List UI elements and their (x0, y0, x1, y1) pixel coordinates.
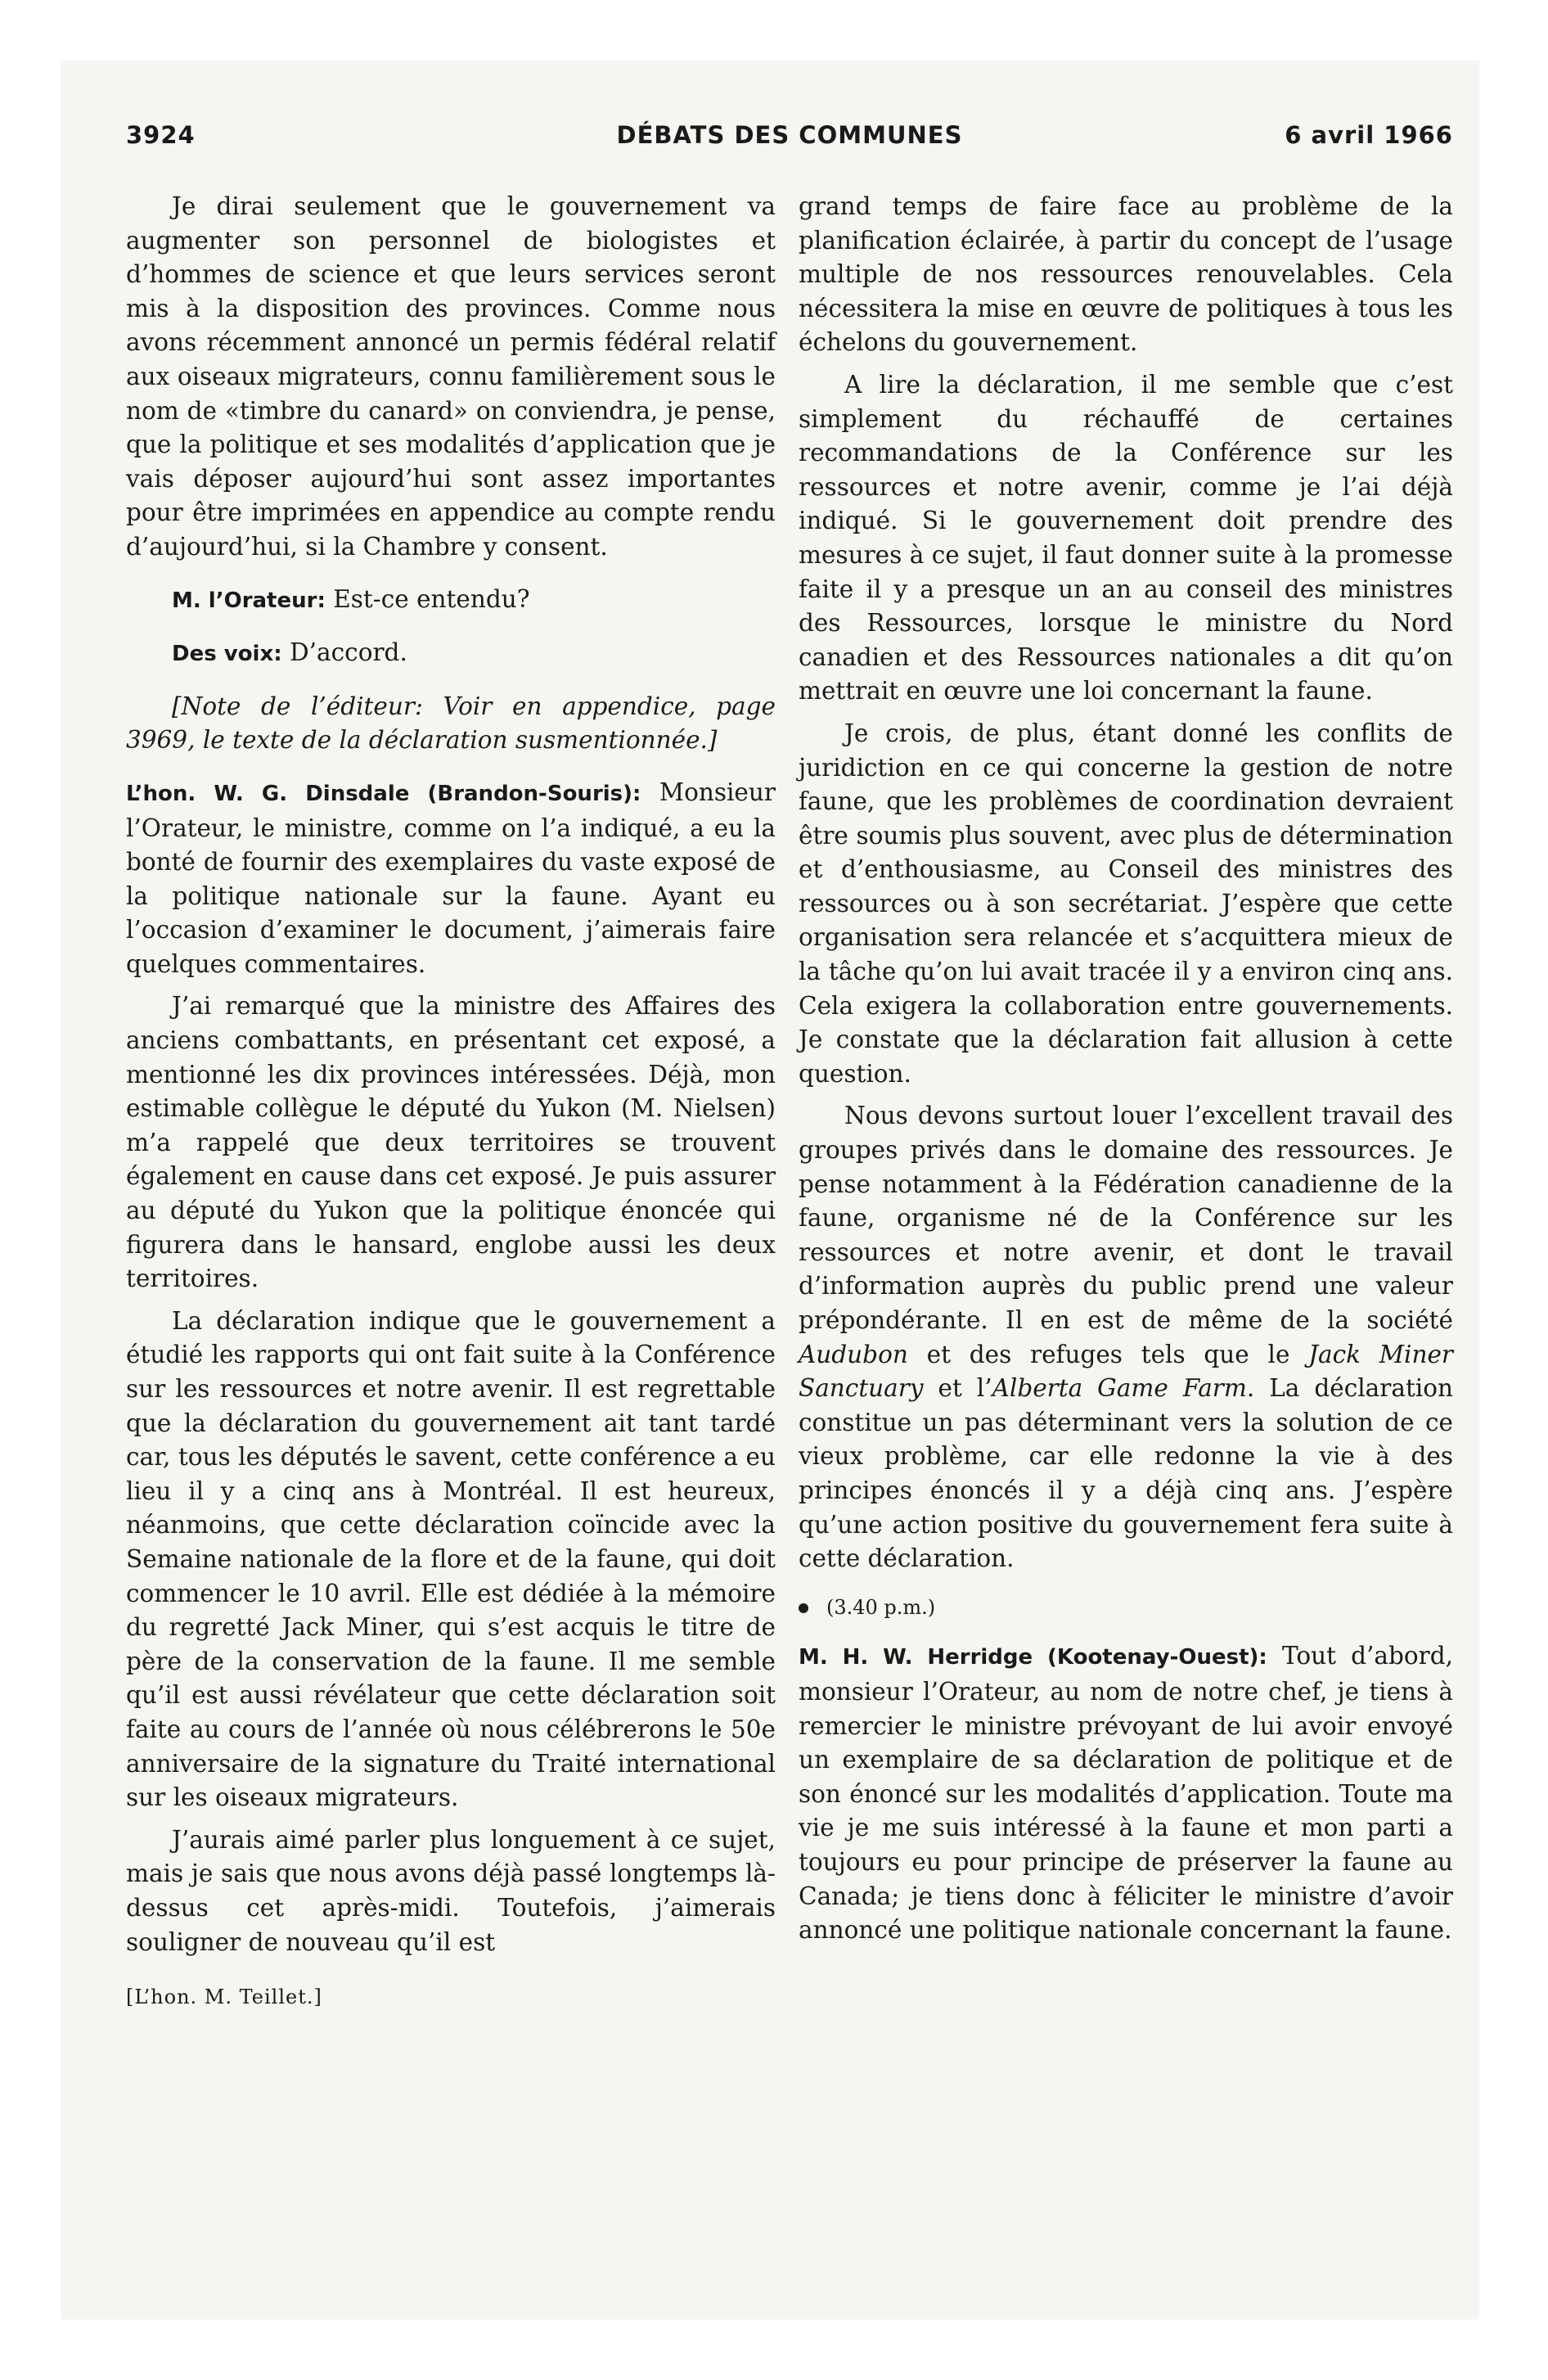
speech-text: Tout d’abord, monsieur l’Orateur, au nom de notre chef, je tiens à remercier le ministre prévoyant de lui avoir envoyé un exemplaire de sa déclaration de politique et de son énoncé sur les modalités d’application. Toute ma vie je me suis intéressé à la faune et mon parti a toujours eu pour principe de préserver la faune au Canada; je tiens donc à féliciter le ministre d’avoir annoncé une politique nationale concernant la faune. (799, 1642, 1453, 1945)
paragraph: La déclaration indique que le gouvernement a étudié les rapports qui ont fait suite à la Conférence sur les ressources et notre avenir. Il est regrettable que la déclaration du gouvernement ait tant tardé car, tous les députés le savent, cette conférence a eu lieu il y a cinq ans à Montréal. Il est heureux, néanmoins, que cette déclaration coïncide avec la Semaine nationale de la flore et de la faune, qui doit commencer le 10 avril. Elle est dédiée à la mémoire du regretté Jack Miner, qui s’est acquis le titre de père de la conservation de la faune. Il me semble qu’il est aussi révélateur que cette déclaration soit faite au cours de l’année où nous célébrerons le 50e anniversaire de la signature du Traité international sur les oiseaux migrateurs. (126, 1306, 776, 1812)
paragraph: grand temps de faire face au problème de la planification éclairée, à partir du concept de l’usage multiple de nos ressources renouvelables. Cela nécessitera la mise en œuvre de politiques à tous les échelons du gouvernement. (799, 192, 1453, 357)
text-run: . La déclaration constitue un pas déterminant vers la solution de ce vieux problème, car elle redonne la vie à des principes énoncés il y a déjà cinq ans. J’espère qu’une action positive du gouvernement fera suite à cette déclaration. (799, 1374, 1453, 1573)
text-run-italic: Jack Miner Sanctuary (799, 1340, 1453, 1403)
paragraph (799, 1099, 1453, 1575)
text-run-italic: Audubon (799, 1340, 908, 1368)
time-text: (3.40 p.m.) (826, 1595, 936, 1619)
paragraph: J’aurais aimé parler plus longuement à ce sujet, mais je sais que nous avons déjà passé longtemps là-dessus cet après-midi. Toutefois, j’aimerais souligner de nouveau qu’il est (126, 1825, 776, 1956)
text-run: et des refuges tels que le (907, 1340, 1309, 1368)
left-column (126, 190, 776, 2023)
text-run: et l’ (923, 1374, 992, 1403)
paragraph: Je crois, de plus, étant donné les conflits de juridiction en ce qui concerne la gestion de notre faune, que les problèmes de coordination devraient être soumis plus souvent, avec plus de détermination et d’enthousiasme, au Conseil des ministres des ressources ou à son secrétariat. J’espère que cette organisation sera relancée et s’acquittera mieux de la tâche qu’on lui avait tracée il y a environ cinq ans. Cela exigera la collaboration entre gouvernements. Je constate que la déclaration fait allusion à cette question. (799, 719, 1453, 1088)
speech-text: Est-ce entendu? (333, 584, 530, 613)
running-header (126, 121, 1453, 162)
speech-orateur (126, 583, 776, 619)
page-number: 3924 (126, 121, 196, 149)
speaker-name: M. H. W. Herridge (Kootenay-Ouest): (799, 1645, 1267, 1670)
speaker-name: M. l’Orateur: (172, 588, 326, 613)
paragraph: Je dirai seulement que le gouvernement va augmenter son personnel de biologistes et d’hommes de science et que leurs services seront mis à la disposition des provinces. Comme nous avons récemment annoncé un permis fédéral relatif aux oiseaux migrateurs, connu familièrement sous le nom de «timbre du canard» on conviendra, je pense, que la politique et ses modalités d’application que je vais déposer aujourd’hui sont assez importantes pour être imprimées en appendice au compte rendu d’aujourd’hui, si la Chambre y consent. (126, 192, 776, 561)
speech-voix (126, 636, 776, 672)
paragraph: A lire la déclaration, il me semble que c’est simplement du réchauffé de certaines recommandations de la Conférence sur les ressources et notre avenir, comme je l’ai déjà indiqué. Si le gouvernement doit prendre des mesures à ce sujet, il faut donner suite à la promesse faite il y a presque un an au conseil des ministres des Ressources, lorsque le ministre du Nord canadien et des Ressources nationales a dit qu’on mettrait en œuvre une loi concernant la faune. (799, 370, 1453, 705)
time-stamp (799, 1591, 1453, 1625)
speech-dinsdale (126, 776, 776, 982)
speech-text: Monsieur l’Orateur, le ministre, comme on l’a indiqué, a eu la bonté de fournir des exemplaires du vaste exposé de la politique nationale sur la faune. Ayant eu l’occasion d’examiner le document, j’aimerais faire quelques commentaires. (126, 778, 776, 978)
right-column (799, 190, 1453, 1956)
editor-note: [Note de l’éditeur: Voir en appendice, page 3969, le texte de la déclaration susmentionnée.] (126, 692, 776, 755)
speaker-attribution: [L’hon. M. Teillet.] (126, 1986, 322, 2009)
journal-title: DÉBATS DES COMMUNES (616, 121, 963, 149)
bullet-icon (799, 1603, 808, 1613)
issue-date: 6 avril 1966 (1285, 121, 1453, 149)
paragraph: J’ai remarqué que la ministre des Affaires des anciens combattants, en présentant cet exposé, a mentionné les dix provinces intéressées. Déjà, mon estimable collègue le député du Yukon (M. Nielsen) m’a rappelé que deux territoires se trouvent également en cause dans cet exposé. Je puis assurer au député du Yukon que la politique énoncée qui figurera dans le hansard, englobe aussi les deux territoires. (126, 992, 776, 1293)
speaker-name: Des voix: (172, 642, 282, 667)
speech-text: D’accord. (290, 638, 407, 667)
text-run-italic: Alberta Game Farm (992, 1374, 1247, 1403)
speaker-name: L’hon. W. G. Dinsdale (Brandon-Souris): (126, 781, 641, 806)
speech-herridge (799, 1639, 1453, 1947)
text-run: Nous devons surtout louer l’excellent travail des groupes privés dans le domaine des ressources. Je pense notamment à la Fédération canadienne de la faune, organisme né de la Conférence sur les ressources et notre avenir, et dont le travail d’information auprès du public prend une valeur prépondérante. Il en est de même de la société (799, 1102, 1453, 1334)
